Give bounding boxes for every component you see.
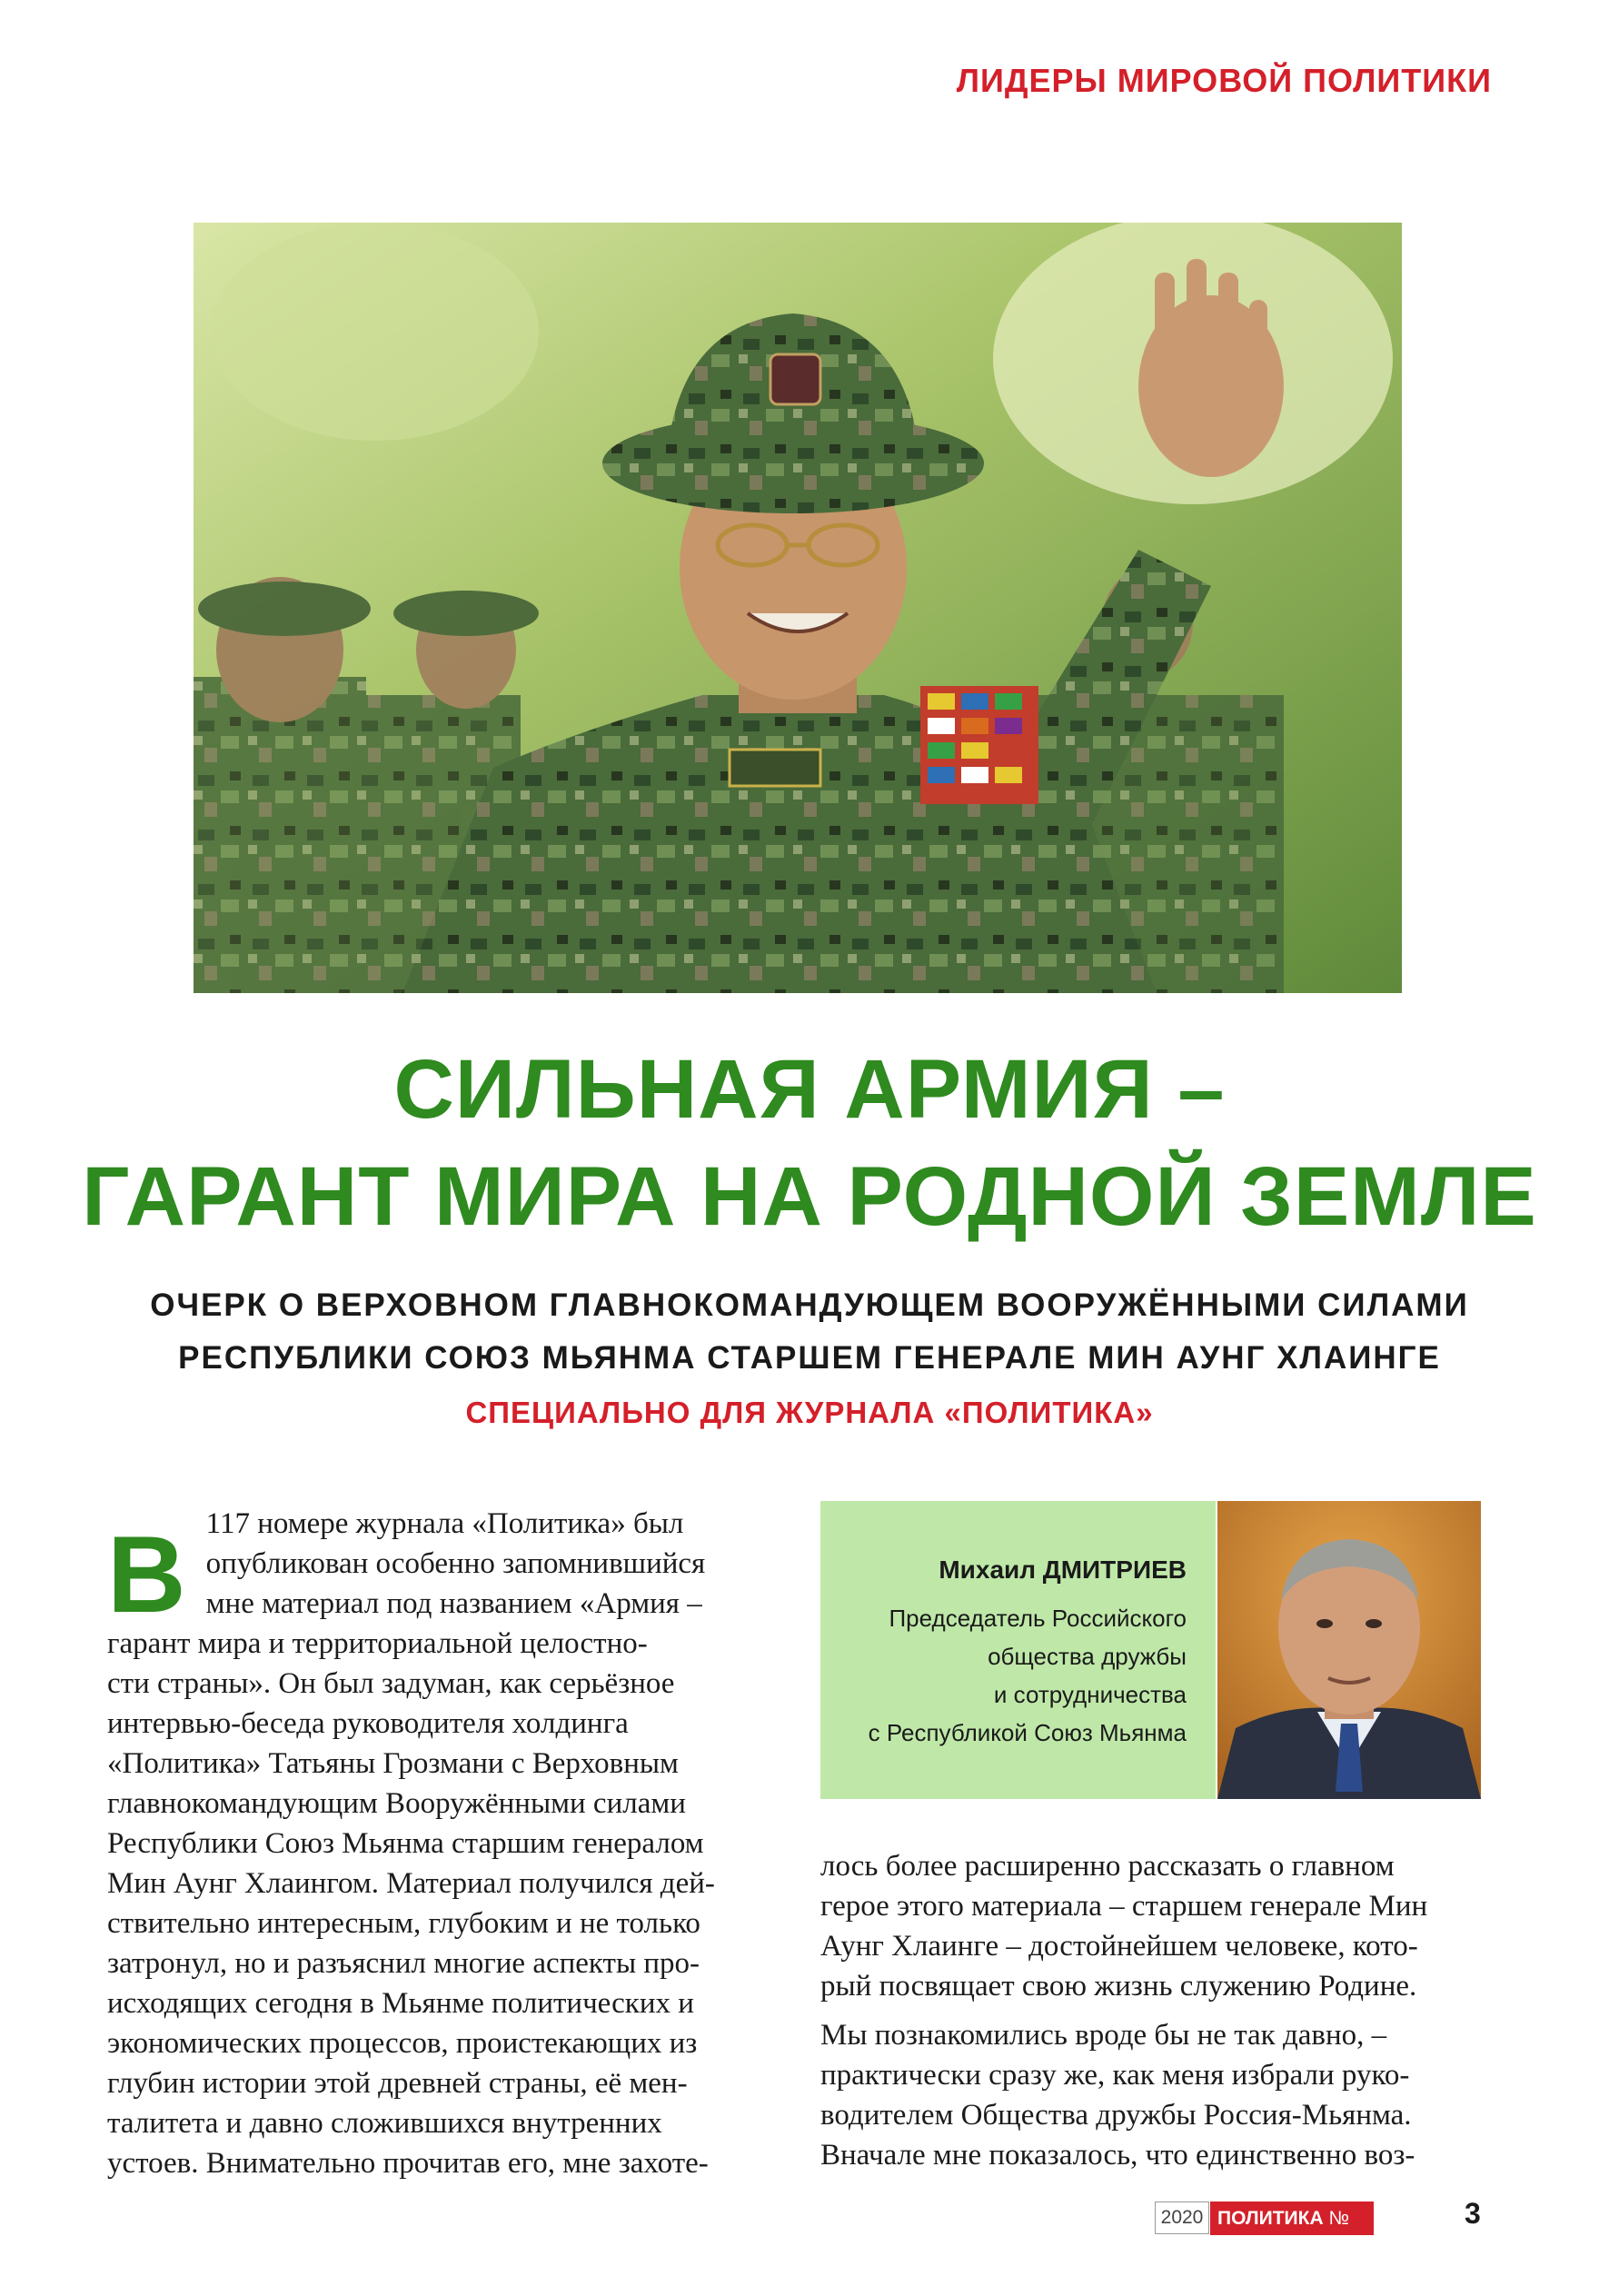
footer-magazine-badge (1210, 2202, 1374, 2262)
special-note: СПЕЦИАЛЬНО ДЛЯ ЖУРНАЛА «ПОЛИТИКА» (465, 1396, 1154, 1429)
author-role: Председатель Российского общества дружбы и сотрудничества с Республикой Союз Мьянма (868, 1605, 1187, 1746)
page-number: 3 (1465, 2197, 1481, 2230)
article-paragraph-3: Мы познакомились вроде бы не так давно, – практически сразу же, как меня избрали руко- водителем Общества дружбы Россия-Мьянма. Вначале мне показалось, что единственно воз- (820, 2019, 1415, 2172)
article-subtitle (0, 1279, 1619, 1385)
footer-issue-number: № 118 (1217, 2208, 1350, 2262)
drop-cap: В (107, 1514, 186, 1635)
general-photo-illustration (194, 223, 1402, 993)
article-paragraph-2: лось более расширенно рассказать о главном герое этого материала – старшем генерале Мин Аунг Хлаинге – достойнейшем человеке, кото- рый посвящает свою жизнь служению Родине. (820, 1850, 1428, 2003)
article-column-2 (820, 1846, 1481, 2175)
footer-year: 2020 (1155, 2202, 1209, 2234)
article-column-1 (107, 1504, 750, 2183)
author-info (869, 1556, 1187, 1752)
section-label: ЛИДЕРЫ МИРОВОЙ ПОЛИТИКИ (956, 62, 1492, 99)
article-headline (0, 1036, 1619, 1250)
author-photo (1217, 1501, 1481, 1799)
article-paragraph-1: 117 номере журнала «Политика» был опубликован особенно запомнившийся мне материал под названием «Армия – гарант мира и территориальной целостно- сти страны». Он был задуман, как серьёзное интервью-беседа руководителя холдинга «Политика» Татьяны Грозмани с Верховным главнокомандующим Вооружёнными силами Республики Союз Мьянма старшим генералом Мин Аунг Хлаингом. Материал получился дей- ствительно интересным, глубоким и не только затронул, но и разъяснил многие аспекты про- исходящих сегодня в Мьянме политических и экономических процессов, проистекающих из глубин истории этой древней страны, её мен- талитета и давно сложившихся внутренних устоев. Внимательно прочитав его, мне захоте- (107, 1507, 715, 2180)
footer-magazine-name: ПОЛИТИКА (1217, 2208, 1324, 2229)
subtitle-line-2: РЕСПУБЛИКИ СОЮЗ МЬЯНМА СТАРШЕМ ГЕНЕРАЛЕ МИН АУНГ ХЛАИНГЕ (178, 1340, 1441, 1376)
author-box (820, 1501, 1216, 1799)
author-portrait-illustration (1217, 1501, 1481, 1799)
headline-line-1: СИЛЬНАЯ АРМИЯ – (393, 1043, 1226, 1136)
subtitle-line-1: ОЧЕРК О ВЕРХОВНОМ ГЛАВНОКОМАНДУЮЩЕМ ВООРУЖЁННЫМИ СИЛАМИ (150, 1287, 1469, 1323)
hero-photo (194, 223, 1402, 993)
author-name: Михаил ДМИТРИЕВ (939, 1556, 1187, 1584)
headline-line-2: ГАРАНТ МИРА НА РОДНОЙ ЗЕМЛЕ (82, 1150, 1537, 1243)
